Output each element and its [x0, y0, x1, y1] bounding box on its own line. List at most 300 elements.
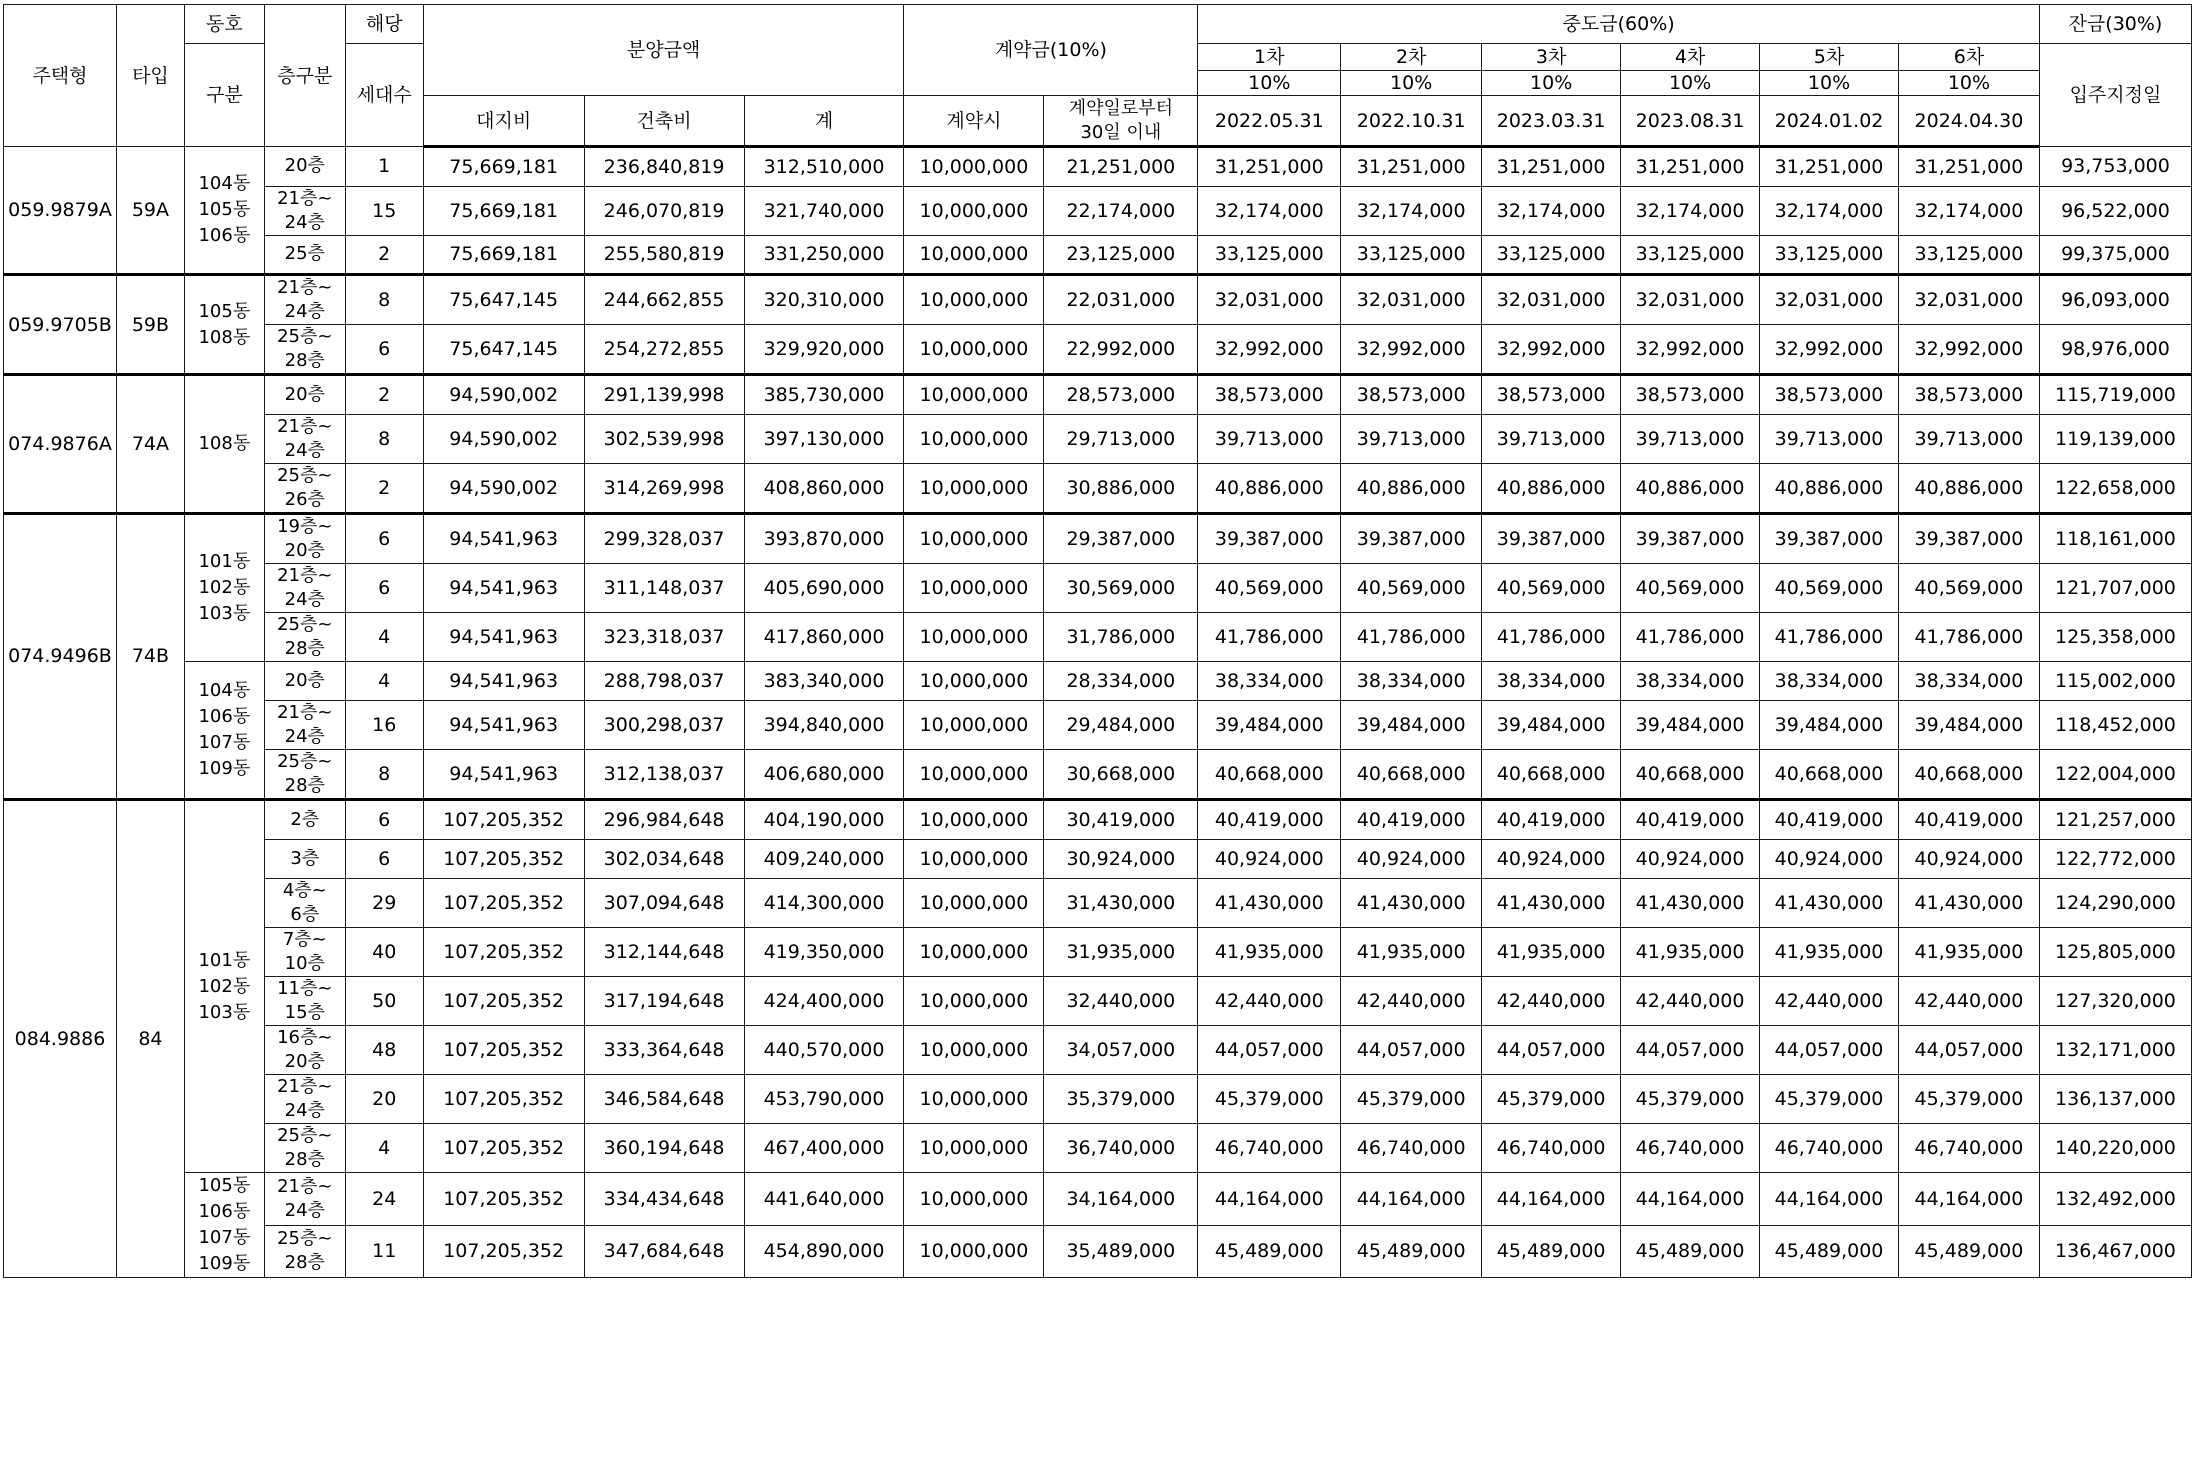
- middle-payment-cell: 44,164,000: [1482, 1173, 1621, 1226]
- on-contract-cell: 10,000,000: [904, 1173, 1044, 1226]
- floor-cell: 21층~ 24층: [264, 701, 345, 750]
- balance-cell: 122,772,000: [2039, 839, 2191, 879]
- table-row: [4, 463, 2192, 513]
- within-30-days-cell: 21,251,000: [1044, 147, 1198, 187]
- land-cost-cell: 94,541,963: [423, 701, 584, 750]
- middle-payment-cell: 31,251,000: [1482, 147, 1621, 187]
- dong-cell: 101동 102동 103동: [184, 513, 264, 661]
- middle-payment-cell: 44,057,000: [1341, 1026, 1482, 1075]
- middle-payment-cell: 39,484,000: [1898, 701, 2039, 750]
- middle-payment-cell: 40,419,000: [1760, 800, 1899, 840]
- installment-label: 3차: [1482, 44, 1620, 71]
- units-cell: 15: [345, 186, 423, 235]
- on-contract-cell: 10,000,000: [904, 375, 1044, 415]
- total-price-cell: 417,860,000: [744, 612, 904, 661]
- middle-payment-cell: 39,713,000: [1341, 414, 1482, 463]
- land-cost-cell: 94,590,002: [423, 375, 584, 415]
- total-price-cell: 409,240,000: [744, 839, 904, 879]
- middle-payment-cell: 42,440,000: [1760, 977, 1899, 1026]
- total-price-cell: 408,860,000: [744, 463, 904, 513]
- on-contract-cell: 10,000,000: [904, 325, 1044, 375]
- col-dong-top: 동호: [184, 5, 264, 44]
- installment-label: 4차: [1621, 44, 1759, 71]
- middle-payment-cell: 32,174,000: [1482, 186, 1621, 235]
- housing-type-cell: 074.9876A: [4, 375, 117, 514]
- floor-cell: 19층~ 20층: [264, 513, 345, 563]
- land-cost-cell: 107,205,352: [423, 1124, 584, 1173]
- table-row: [4, 928, 2192, 977]
- on-contract-cell: 10,000,000: [904, 147, 1044, 187]
- units-cell: 6: [345, 800, 423, 840]
- within-30-days-cell: 35,379,000: [1044, 1075, 1198, 1124]
- middle-payment-cell: 45,489,000: [1760, 1225, 1899, 1278]
- balance-cell: 132,171,000: [2039, 1026, 2191, 1075]
- total-price-cell: 404,190,000: [744, 800, 904, 840]
- units-cell: 8: [345, 275, 423, 325]
- middle-payment-cell: 45,489,000: [1198, 1225, 1341, 1278]
- table-row: [4, 800, 2192, 840]
- land-cost-cell: 107,205,352: [423, 1173, 584, 1226]
- middle-payment-cell: 45,379,000: [1621, 1075, 1760, 1124]
- middle-payment-cell: 33,125,000: [1482, 235, 1621, 275]
- col-type: 타입: [116, 5, 184, 147]
- middle-payment-cell: 32,031,000: [1198, 275, 1341, 325]
- balance-cell: 119,139,000: [2039, 414, 2191, 463]
- installment-date-6: 2024.04.30: [1898, 96, 2039, 147]
- type-cell: 84: [116, 800, 184, 1278]
- middle-payment-cell: 42,440,000: [1198, 977, 1341, 1026]
- on-contract-cell: 10,000,000: [904, 1225, 1044, 1278]
- land-cost-cell: 107,205,352: [423, 1026, 584, 1075]
- land-cost-cell: 94,541,963: [423, 750, 584, 800]
- units-cell: 4: [345, 661, 423, 701]
- building-cost-cell: 333,364,648: [584, 1026, 744, 1075]
- middle-payment-cell: 32,174,000: [1898, 186, 2039, 235]
- col-move-in-date: 입주지정일: [2039, 44, 2191, 147]
- middle-payment-cell: 39,713,000: [1621, 414, 1760, 463]
- within-30-days-cell: 35,489,000: [1044, 1225, 1198, 1278]
- building-cost-cell: 323,318,037: [584, 612, 744, 661]
- middle-payment-cell: 44,057,000: [1621, 1026, 1760, 1075]
- col-housing-type: 주택형: [4, 5, 117, 147]
- middle-payment-cell: 39,387,000: [1760, 513, 1899, 563]
- middle-payment-cell: 33,125,000: [1760, 235, 1899, 275]
- col-total: 계: [744, 96, 904, 147]
- middle-payment-cell: 40,668,000: [1898, 750, 2039, 800]
- total-price-cell: 454,890,000: [744, 1225, 904, 1278]
- middle-payment-cell: 39,484,000: [1198, 701, 1341, 750]
- floor-cell: 3층: [264, 839, 345, 879]
- floor-cell: 20층: [264, 661, 345, 701]
- middle-payment-cell: 38,573,000: [1898, 375, 2039, 415]
- middle-payment-cell: 40,924,000: [1198, 839, 1341, 879]
- building-cost-cell: 254,272,855: [584, 325, 744, 375]
- balance-cell: 121,707,000: [2039, 563, 2191, 612]
- building-cost-cell: 346,584,648: [584, 1075, 744, 1124]
- middle-payment-cell: 44,164,000: [1621, 1173, 1760, 1226]
- within-30-days-cell: 29,713,000: [1044, 414, 1198, 463]
- middle-payment-cell: 41,430,000: [1341, 879, 1482, 928]
- balance-cell: 136,137,000: [2039, 1075, 2191, 1124]
- middle-payment-cell: 40,886,000: [1341, 463, 1482, 513]
- middle-payment-cell: 33,125,000: [1341, 235, 1482, 275]
- middle-payment-cell: 33,125,000: [1621, 235, 1760, 275]
- land-cost-cell: 75,647,145: [423, 275, 584, 325]
- middle-payment-cell: 46,740,000: [1482, 1124, 1621, 1173]
- middle-payment-cell: 31,251,000: [1198, 147, 1341, 187]
- middle-payment-cell: 32,031,000: [1621, 275, 1760, 325]
- middle-payment-cell: 31,251,000: [1898, 147, 2039, 187]
- total-price-cell: 320,310,000: [744, 275, 904, 325]
- floor-cell: 21층~ 24층: [264, 186, 345, 235]
- units-cell: 4: [345, 1124, 423, 1173]
- middle-payment-cell: 44,057,000: [1898, 1026, 2039, 1075]
- on-contract-cell: 10,000,000: [904, 1075, 1044, 1124]
- land-cost-cell: 107,205,352: [423, 839, 584, 879]
- installment-label: 6차: [1899, 44, 2039, 71]
- installment-2: [1341, 44, 1482, 96]
- land-cost-cell: 94,541,963: [423, 661, 584, 701]
- within-30-days-cell: 30,419,000: [1044, 800, 1198, 840]
- table-row: [4, 414, 2192, 463]
- table-row: [4, 750, 2192, 800]
- balance-cell: 118,452,000: [2039, 701, 2191, 750]
- total-price-cell: 453,790,000: [744, 1075, 904, 1124]
- middle-payment-cell: 39,713,000: [1482, 414, 1621, 463]
- col-units-bottom: 세대수: [345, 44, 423, 147]
- table-row: [4, 839, 2192, 879]
- middle-payment-cell: 40,924,000: [1760, 839, 1899, 879]
- middle-payment-cell: 38,334,000: [1341, 661, 1482, 701]
- floor-cell: 21층~ 24층: [264, 414, 345, 463]
- col-on-contract: 계약시: [904, 96, 1044, 147]
- floor-cell: 25층~ 26층: [264, 463, 345, 513]
- units-cell: 29: [345, 879, 423, 928]
- middle-payment-cell: 41,935,000: [1341, 928, 1482, 977]
- total-price-cell: 414,300,000: [744, 879, 904, 928]
- installment-pct: 10%: [1248, 72, 1291, 94]
- middle-payment-cell: 40,569,000: [1482, 563, 1621, 612]
- col-middle-payment: 중도금(60%): [1198, 5, 2040, 44]
- floor-cell: 21층~ 24층: [264, 1173, 345, 1226]
- installment-1: [1198, 44, 1341, 96]
- col-deposit: 계약금(10%): [904, 5, 1198, 96]
- on-contract-cell: 10,000,000: [904, 800, 1044, 840]
- building-cost-cell: 360,194,648: [584, 1124, 744, 1173]
- middle-payment-cell: 46,740,000: [1760, 1124, 1899, 1173]
- middle-payment-cell: 32,992,000: [1898, 325, 2039, 375]
- balance-cell: 140,220,000: [2039, 1124, 2191, 1173]
- building-cost-cell: 317,194,648: [584, 977, 744, 1026]
- table-row: [4, 375, 2192, 415]
- type-cell: 59A: [116, 147, 184, 275]
- table-row: [4, 513, 2192, 563]
- middle-payment-cell: 39,484,000: [1621, 701, 1760, 750]
- dong-cell: 104동 106동 107동 109동: [184, 661, 264, 800]
- middle-payment-cell: 31,251,000: [1760, 147, 1899, 187]
- middle-payment-cell: 41,430,000: [1760, 879, 1899, 928]
- installment-3: [1482, 44, 1621, 96]
- floor-cell: 20층: [264, 147, 345, 187]
- middle-payment-cell: 45,489,000: [1482, 1225, 1621, 1278]
- building-cost-cell: 291,139,998: [584, 375, 744, 415]
- middle-payment-cell: 40,668,000: [1621, 750, 1760, 800]
- within-30-days-cell: 36,740,000: [1044, 1124, 1198, 1173]
- table-row: [4, 1026, 2192, 1075]
- land-cost-cell: 107,205,352: [423, 1225, 584, 1278]
- middle-payment-cell: 40,668,000: [1482, 750, 1621, 800]
- middle-payment-cell: 32,031,000: [1341, 275, 1482, 325]
- floor-cell: 21층~ 24층: [264, 275, 345, 325]
- middle-payment-cell: 33,125,000: [1198, 235, 1341, 275]
- building-cost-cell: 299,328,037: [584, 513, 744, 563]
- table-row: [4, 1225, 2192, 1278]
- middle-payment-cell: 38,573,000: [1760, 375, 1899, 415]
- units-cell: 4: [345, 612, 423, 661]
- total-price-cell: 394,840,000: [744, 701, 904, 750]
- col-floor-group: 층구분: [264, 5, 345, 147]
- middle-payment-cell: 32,031,000: [1898, 275, 2039, 325]
- on-contract-cell: 10,000,000: [904, 839, 1044, 879]
- floor-cell: 25층~ 28층: [264, 750, 345, 800]
- middle-payment-cell: 41,430,000: [1621, 879, 1760, 928]
- balance-cell: 121,257,000: [2039, 800, 2191, 840]
- middle-payment-cell: 45,379,000: [1341, 1075, 1482, 1124]
- within-30-days-cell: 34,057,000: [1044, 1026, 1198, 1075]
- installment-pct: 10%: [1668, 72, 1712, 94]
- middle-payment-cell: 40,569,000: [1760, 563, 1899, 612]
- within-30-days-cell: 32,440,000: [1044, 977, 1198, 1026]
- building-cost-cell: 236,840,819: [584, 147, 744, 187]
- balance-cell: 96,093,000: [2039, 275, 2191, 325]
- units-cell: 6: [345, 513, 423, 563]
- within-30-days-cell: 22,031,000: [1044, 275, 1198, 325]
- total-price-cell: 406,680,000: [744, 750, 904, 800]
- middle-payment-cell: 46,740,000: [1198, 1124, 1341, 1173]
- balance-cell: 125,805,000: [2039, 928, 2191, 977]
- middle-payment-cell: 44,164,000: [1760, 1173, 1899, 1226]
- middle-payment-cell: 39,387,000: [1198, 513, 1341, 563]
- table-row: [4, 879, 2192, 928]
- units-cell: 40: [345, 928, 423, 977]
- col-land-cost: 대지비: [423, 96, 584, 147]
- total-price-cell: 329,920,000: [744, 325, 904, 375]
- middle-payment-cell: 39,387,000: [1341, 513, 1482, 563]
- within-30-days-cell: 31,935,000: [1044, 928, 1198, 977]
- middle-payment-cell: 45,379,000: [1198, 1075, 1341, 1124]
- building-cost-cell: 246,070,819: [584, 186, 744, 235]
- total-price-cell: 393,870,000: [744, 513, 904, 563]
- price-table: [3, 4, 2192, 1278]
- col-dong-bottom: 구분: [184, 44, 264, 147]
- floor-cell: 20층: [264, 375, 345, 415]
- middle-payment-cell: 41,786,000: [1198, 612, 1341, 661]
- within-30-days-cell: 29,387,000: [1044, 513, 1198, 563]
- units-cell: 2: [345, 375, 423, 415]
- middle-payment-cell: 42,440,000: [1621, 977, 1760, 1026]
- middle-payment-cell: 38,334,000: [1198, 661, 1341, 701]
- installment-pct: 10%: [1530, 72, 1573, 94]
- building-cost-cell: 311,148,037: [584, 563, 744, 612]
- balance-cell: 132,492,000: [2039, 1173, 2191, 1226]
- middle-payment-cell: 45,379,000: [1760, 1075, 1899, 1124]
- total-price-cell: 331,250,000: [744, 235, 904, 275]
- middle-payment-cell: 38,334,000: [1482, 661, 1621, 701]
- dong-cell: 104동 105동 106동: [184, 147, 264, 275]
- land-cost-cell: 107,205,352: [423, 879, 584, 928]
- land-cost-cell: 75,669,181: [423, 235, 584, 275]
- middle-payment-cell: 44,057,000: [1482, 1026, 1621, 1075]
- middle-payment-cell: 38,334,000: [1760, 661, 1899, 701]
- on-contract-cell: 10,000,000: [904, 879, 1044, 928]
- within-30-days-cell: 22,174,000: [1044, 186, 1198, 235]
- table-row: [4, 563, 2192, 612]
- middle-payment-cell: 39,713,000: [1198, 414, 1341, 463]
- table-row: [4, 186, 2192, 235]
- table-row: [4, 612, 2192, 661]
- balance-cell: 118,161,000: [2039, 513, 2191, 563]
- within-30-days-cell: 22,992,000: [1044, 325, 1198, 375]
- installment-5: [1760, 44, 1899, 96]
- housing-type-cell: 074.9496B: [4, 513, 117, 800]
- total-price-cell: 383,340,000: [744, 661, 904, 701]
- units-cell: 11: [345, 1225, 423, 1278]
- middle-payment-cell: 41,430,000: [1198, 879, 1341, 928]
- installment-4: [1621, 44, 1760, 96]
- within-30-days-cell: 30,569,000: [1044, 563, 1198, 612]
- dong-cell: 105동 106동 107동 109동: [184, 1173, 264, 1278]
- middle-payment-cell: 41,935,000: [1898, 928, 2039, 977]
- units-cell: 20: [345, 1075, 423, 1124]
- middle-payment-cell: 40,569,000: [1341, 563, 1482, 612]
- units-cell: 6: [345, 325, 423, 375]
- dong-cell: 108동: [184, 375, 264, 514]
- building-cost-cell: 296,984,648: [584, 800, 744, 840]
- middle-payment-cell: 39,484,000: [1341, 701, 1482, 750]
- on-contract-cell: 10,000,000: [904, 750, 1044, 800]
- on-contract-cell: 10,000,000: [904, 563, 1044, 612]
- on-contract-cell: 10,000,000: [904, 612, 1044, 661]
- building-cost-cell: 347,684,648: [584, 1225, 744, 1278]
- type-cell: 59B: [116, 275, 184, 375]
- units-cell: 48: [345, 1026, 423, 1075]
- floor-cell: 11층~ 15층: [264, 977, 345, 1026]
- total-price-cell: 440,570,000: [744, 1026, 904, 1075]
- installment-date-1: 2022.05.31: [1198, 96, 1341, 147]
- within-30-days-cell: 23,125,000: [1044, 235, 1198, 275]
- middle-payment-cell: 40,924,000: [1898, 839, 2039, 879]
- middle-payment-cell: 41,935,000: [1198, 928, 1341, 977]
- within-30-days-cell: 34,164,000: [1044, 1173, 1198, 1226]
- total-price-cell: 424,400,000: [744, 977, 904, 1026]
- middle-payment-cell: 45,379,000: [1898, 1075, 2039, 1124]
- middle-payment-cell: 41,430,000: [1898, 879, 2039, 928]
- within-30-days-cell: 28,573,000: [1044, 375, 1198, 415]
- type-cell: 74A: [116, 375, 184, 514]
- middle-payment-cell: 32,174,000: [1760, 186, 1899, 235]
- floor-cell: 7층~ 10층: [264, 928, 345, 977]
- on-contract-cell: 10,000,000: [904, 414, 1044, 463]
- table-row: [4, 701, 2192, 750]
- type-cell: 74B: [116, 513, 184, 800]
- installment-label: 5차: [1760, 44, 1898, 71]
- middle-payment-cell: 44,164,000: [1198, 1173, 1341, 1226]
- installment-date-3: 2023.03.31: [1482, 96, 1621, 147]
- on-contract-cell: 10,000,000: [904, 1026, 1044, 1075]
- on-contract-cell: 10,000,000: [904, 928, 1044, 977]
- middle-payment-cell: 41,786,000: [1341, 612, 1482, 661]
- within-30-days-cell: 29,484,000: [1044, 701, 1198, 750]
- middle-payment-cell: 39,484,000: [1482, 701, 1621, 750]
- floor-cell: 25층~ 28층: [264, 325, 345, 375]
- installment-pct: 10%: [1807, 72, 1851, 94]
- land-cost-cell: 94,541,963: [423, 563, 584, 612]
- building-cost-cell: 302,034,648: [584, 839, 744, 879]
- middle-payment-cell: 39,387,000: [1482, 513, 1621, 563]
- units-cell: 24: [345, 1173, 423, 1226]
- floor-cell: 2층: [264, 800, 345, 840]
- floor-cell: 25층~ 28층: [264, 1124, 345, 1173]
- land-cost-cell: 94,590,002: [423, 463, 584, 513]
- total-price-cell: 419,350,000: [744, 928, 904, 977]
- within-30-days-cell: 30,668,000: [1044, 750, 1198, 800]
- building-cost-cell: 312,138,037: [584, 750, 744, 800]
- table-row: [4, 147, 2192, 187]
- middle-payment-cell: 32,174,000: [1198, 186, 1341, 235]
- middle-payment-cell: 40,924,000: [1621, 839, 1760, 879]
- middle-payment-cell: 40,419,000: [1341, 800, 1482, 840]
- within-30-days-cell: 28,334,000: [1044, 661, 1198, 701]
- on-contract-cell: 10,000,000: [904, 977, 1044, 1026]
- middle-payment-cell: 41,430,000: [1482, 879, 1621, 928]
- col-sale-price: 분양금액: [423, 5, 904, 96]
- middle-payment-cell: 41,786,000: [1482, 612, 1621, 661]
- middle-payment-cell: 46,740,000: [1898, 1124, 2039, 1173]
- middle-payment-cell: 40,419,000: [1621, 800, 1760, 840]
- middle-payment-cell: 40,668,000: [1760, 750, 1899, 800]
- middle-payment-cell: 32,031,000: [1760, 275, 1899, 325]
- balance-cell: 115,719,000: [2039, 375, 2191, 415]
- units-cell: 6: [345, 563, 423, 612]
- middle-payment-cell: 41,935,000: [1482, 928, 1621, 977]
- col-balance: 잔금(30%): [2039, 5, 2191, 44]
- installment-label: 1차: [1198, 44, 1340, 71]
- balance-cell: 127,320,000: [2039, 977, 2191, 1026]
- middle-payment-cell: 40,886,000: [1760, 463, 1899, 513]
- on-contract-cell: 10,000,000: [904, 186, 1044, 235]
- building-cost-cell: 288,798,037: [584, 661, 744, 701]
- land-cost-cell: 107,205,352: [423, 1075, 584, 1124]
- middle-payment-cell: 41,786,000: [1621, 612, 1760, 661]
- floor-cell: 25층~ 28층: [264, 612, 345, 661]
- middle-payment-cell: 44,057,000: [1760, 1026, 1899, 1075]
- balance-cell: 98,976,000: [2039, 325, 2191, 375]
- middle-payment-cell: 32,992,000: [1760, 325, 1899, 375]
- table-row: [4, 1173, 2192, 1226]
- middle-payment-cell: 40,886,000: [1482, 463, 1621, 513]
- total-price-cell: 397,130,000: [744, 414, 904, 463]
- land-cost-cell: 94,590,002: [423, 414, 584, 463]
- middle-payment-cell: 42,440,000: [1898, 977, 2039, 1026]
- floor-cell: 25층~ 28층: [264, 1225, 345, 1278]
- table-row: [4, 977, 2192, 1026]
- middle-payment-cell: 41,935,000: [1621, 928, 1760, 977]
- balance-cell: 124,290,000: [2039, 879, 2191, 928]
- middle-payment-cell: 40,886,000: [1198, 463, 1341, 513]
- units-cell: 16: [345, 701, 423, 750]
- middle-payment-cell: 38,573,000: [1621, 375, 1760, 415]
- col-within-30-days: 계약일로부터 30일 이내: [1044, 96, 1198, 147]
